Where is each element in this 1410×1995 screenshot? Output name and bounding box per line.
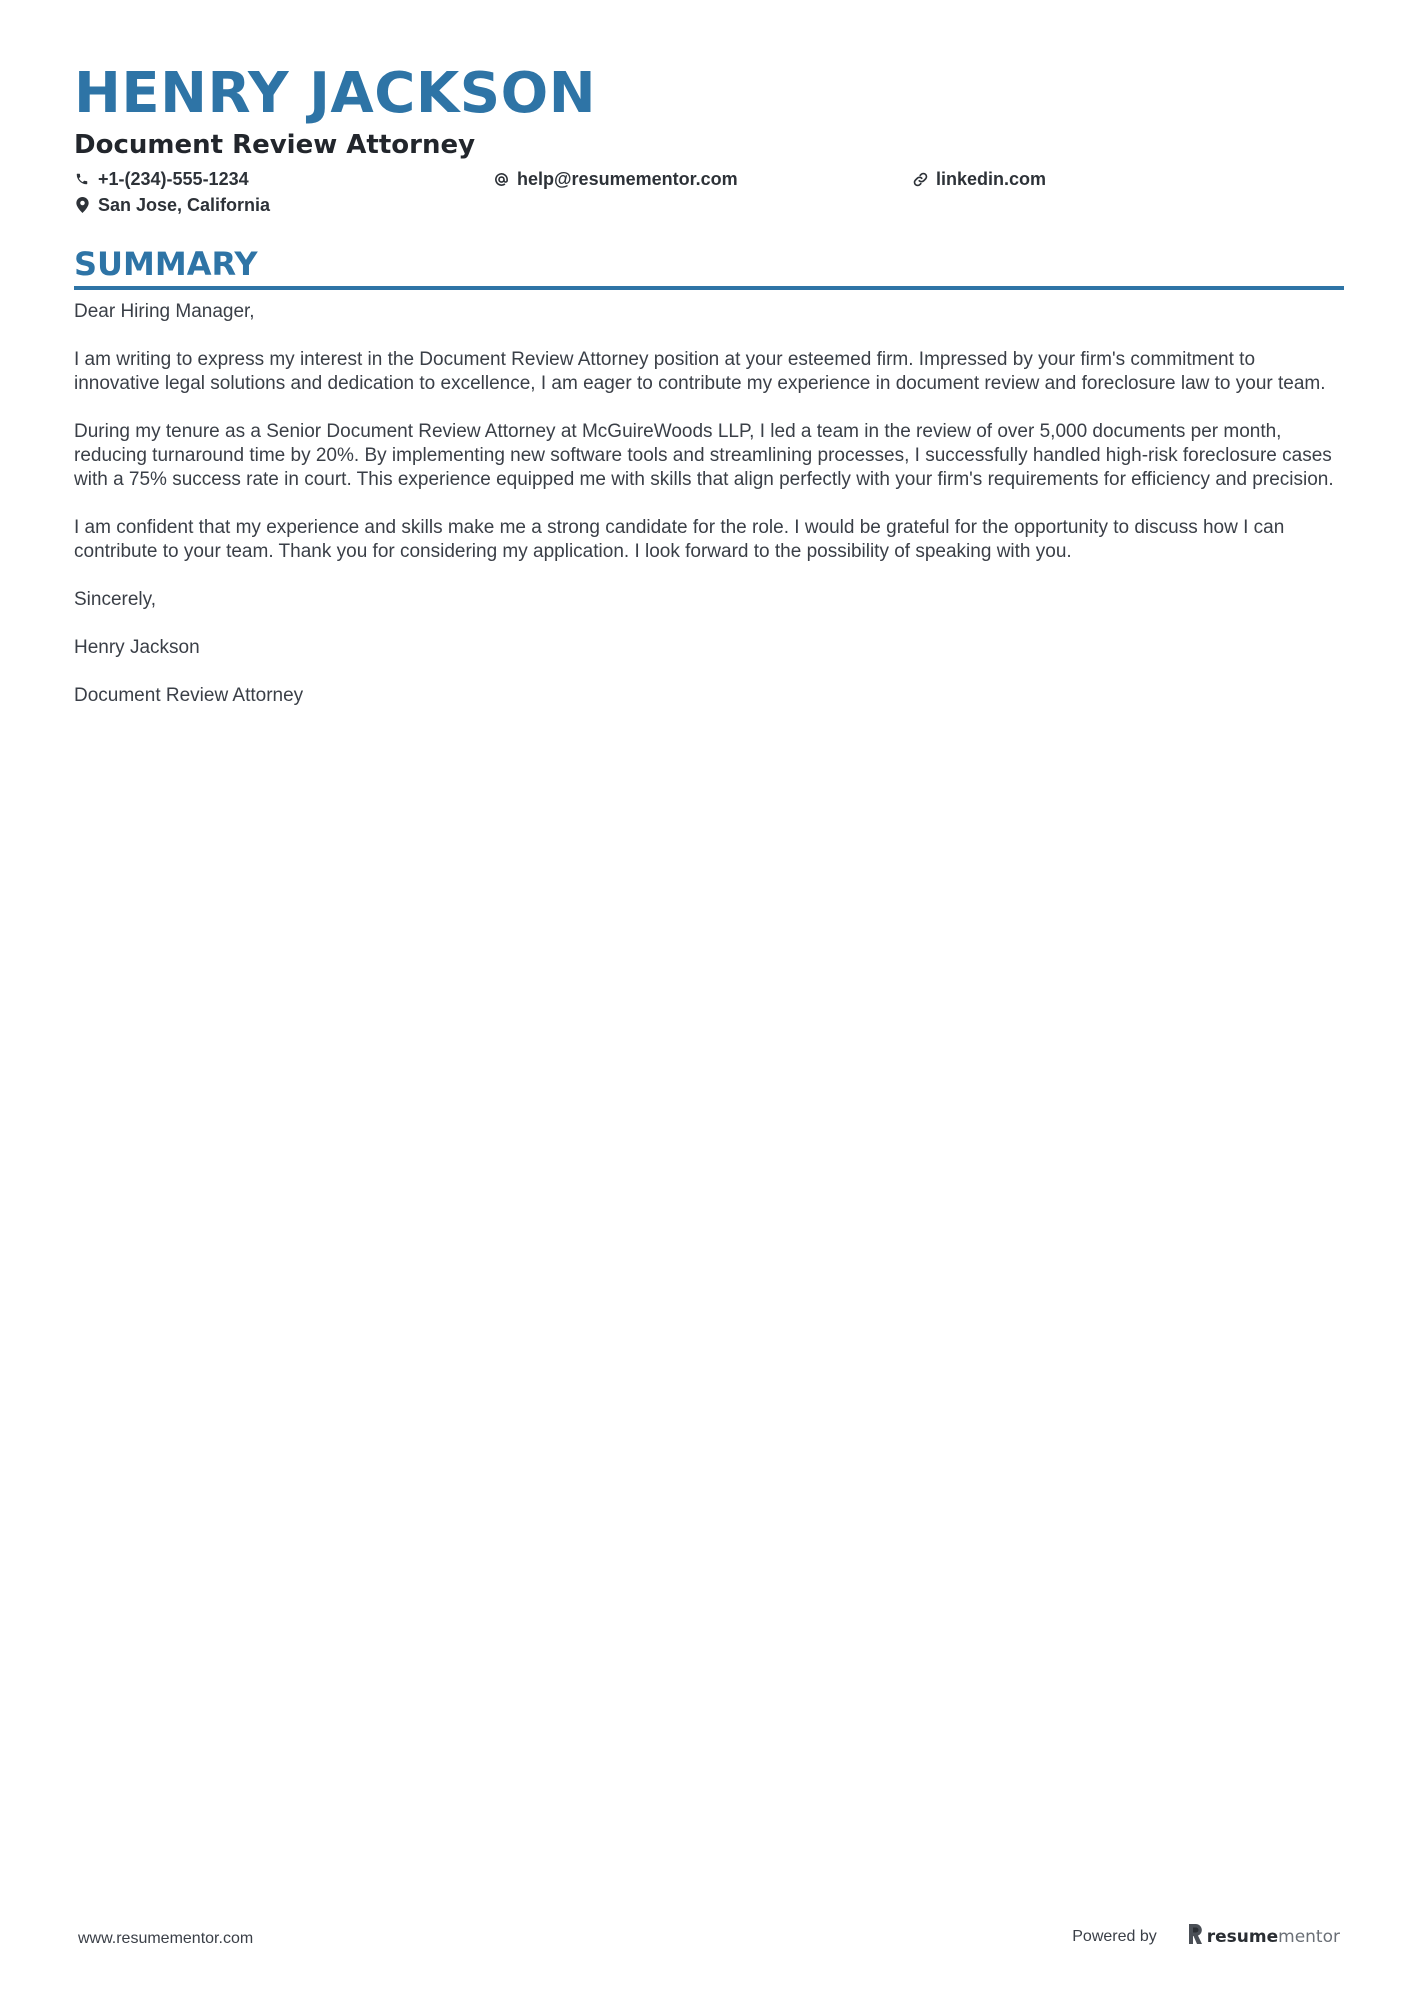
signature-title: Document Review Attorney: [74, 685, 304, 706]
letter-paragraph: During my tenure as a Senior Document Review Attorney at McGuireWoods LLP, I led a team in the review of over 5,000 documents per month, reducing turnaround time by 20%. By implementing new software tools and streamlining processes, I successfully handled high-risk foreclosure cases with a 75% success rate in court. This experience equipped me with skills that align perfectly with your firm's requirements for efficiency and precision.: [74, 421, 1334, 490]
brand-text-mentor: mentor: [1278, 1926, 1340, 1947]
phone-text: +1-(234)-555-1234: [98, 168, 249, 189]
contact-location: [74, 192, 493, 218]
closing: Sincerely,: [74, 589, 157, 610]
linkedin-text: linkedin.com: [936, 168, 1047, 189]
contact-phone[interactable]: [74, 166, 493, 192]
footer-website[interactable]: www.resumementor.com: [78, 1930, 254, 1947]
footer-branding: [1072, 1924, 1340, 1949]
letter-body: [74, 300, 1344, 708]
location-text: San Jose, California: [98, 194, 271, 215]
contact-email[interactable]: [493, 166, 912, 192]
letter-paragraph: I am confident that my experience and skills make me a strong candidate for the role. I would be grateful for the opportunity to discuss how I can contribute to your team. Thank you for considering my application. I look forward to the possibility of speaking with you.: [74, 517, 1285, 562]
signature-name: Henry Jackson: [74, 637, 200, 658]
location-pin-icon: [74, 197, 90, 213]
contact-info: [74, 166, 1344, 218]
brand-mark-icon: [1187, 1924, 1203, 1949]
powered-by-label: Powered by: [1072, 1927, 1157, 1945]
summary-heading: SUMMARY: [74, 245, 258, 283]
job-title: Document Review Attorney: [74, 130, 476, 160]
cover-letter-page: [74, 62, 1344, 732]
phone-icon: [74, 171, 90, 187]
salutation: Dear Hiring Manager,: [74, 301, 255, 322]
brand-logo[interactable]: [1187, 1924, 1340, 1949]
section-divider: [74, 286, 1344, 290]
brand-text-resume: resume: [1206, 1926, 1279, 1947]
at-icon: [493, 171, 509, 187]
contact-linkedin[interactable]: [912, 166, 1331, 192]
email-text: help@resumementor.com: [517, 168, 738, 189]
candidate-name: HENRY JACKSON: [74, 61, 597, 126]
letter-paragraph: I am writing to express my interest in the Document Review Attorney position at your esteemed firm. Impressed by your firm's commitment to innovative legal solutions and dedication to excellence, I am eager to contribute my experience in document review and foreclosure law to your team.: [74, 349, 1326, 394]
link-icon: [912, 171, 928, 187]
